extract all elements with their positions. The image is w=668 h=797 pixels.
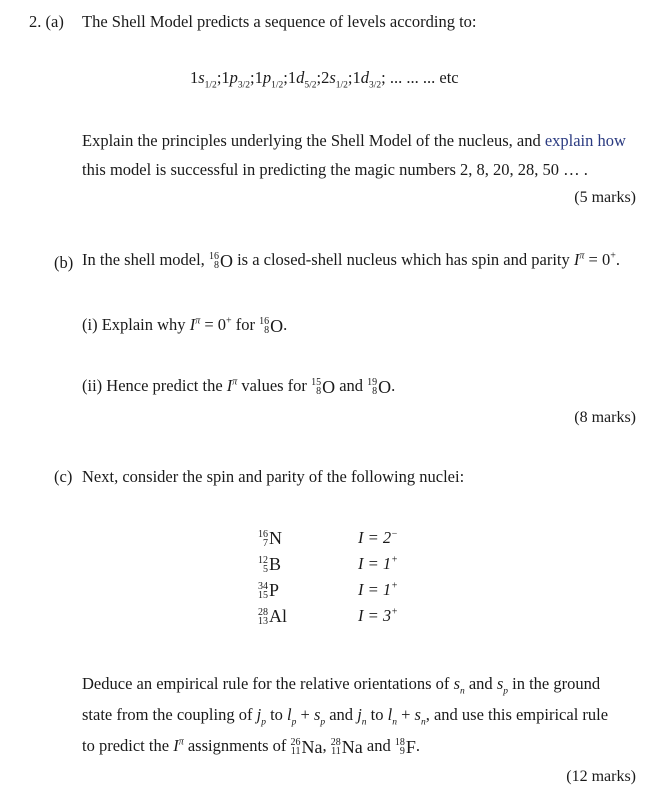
level-term: $1d_{3/2}$; xyxy=(352,68,386,91)
spin-al28: I = 3+ xyxy=(358,606,398,625)
nucleus-o19: 19 8 O xyxy=(367,377,392,398)
level-term: $1s_{1/2}$; xyxy=(190,68,222,91)
nucleus-na28: 28 11 Na xyxy=(330,737,363,758)
nucleus-p34: 34 15 P xyxy=(258,580,280,601)
nucleus-o16-i: 16 8 O xyxy=(259,316,284,337)
level-term: $1p_{1/2}$; xyxy=(254,68,288,91)
spin-b12: I = 1+ xyxy=(358,554,398,573)
nucleus-n16: 16 7 N xyxy=(258,528,282,549)
part-b-label: (b) xyxy=(54,253,74,272)
part-a-label: (a) xyxy=(45,12,64,31)
part-a-marks: (5 marks) xyxy=(574,189,636,206)
nuclei-table xyxy=(258,528,418,627)
part-c-marks: (12 marks) xyxy=(566,768,636,785)
part-b-marks: (8 marks) xyxy=(574,409,636,426)
question-number: 2. (a) xyxy=(29,12,64,31)
level-sequence xyxy=(190,68,459,95)
nucleus-f18: 18 9 F xyxy=(394,737,416,758)
part-a-explain-line2: this model is successful in predicting the magic numbers 2, 8, 20, 28, 50 … . xyxy=(82,160,588,179)
nucleus-o15: 15 8 O xyxy=(311,377,336,398)
level-term: $1d_{5/2}$; xyxy=(287,68,322,91)
nucleus-na26: 26 11 Na xyxy=(290,737,323,758)
spin-n16: I = 2− xyxy=(358,528,398,547)
part-c-deduce-line3: to predict the $I^\pi$ assignments of 26 11 Na , 28 11 Na and 18 9 F . xyxy=(82,736,420,758)
level-ellipsis: ... ... ... xyxy=(385,68,440,87)
level-etc: etc xyxy=(439,68,459,87)
part-b-ii: (ii) Hence predict the $I^\pi$ values for 15 8 O and 19 8 O . xyxy=(82,376,396,398)
part-b-text: In the shell model, 16 8 O is a closed-shell nucleus which has spin and parity $I^\pi = 0^+$. xyxy=(82,250,620,272)
spin-p34: I = 1+ xyxy=(358,580,398,599)
part-c-deduce-line2: state from the coupling of $j_p$ to $l_p + s_p$ and $j_n$ to $l_n + s_n$, and use this empirical rule xyxy=(82,705,609,728)
part-c-intro: Next, consider the spin and parity of the following nuclei: xyxy=(82,467,465,486)
level-term: $2s_{1/2}$; xyxy=(321,68,353,91)
part-b-i: (i) Explain why $I^\pi = 0^+$ for 16 8 O . xyxy=(82,315,288,337)
nucleus-b12: 12 5 B xyxy=(258,554,282,575)
part-c-deduce-line1: Deduce an empirical rule for the relative orientations of $s_n$ and $s_p$ in the ground xyxy=(82,674,601,697)
level-term: $1p_{3/2}$; xyxy=(221,68,255,91)
part-a-explain-line1: Explain the principles underlying the Shell Model of the nucleus, and explain how xyxy=(82,131,626,150)
part-c-label: (c) xyxy=(54,467,73,486)
nucleus-al28: 28 13 Al xyxy=(258,606,287,627)
explain-how-text: explain how xyxy=(544,131,626,150)
nucleus-o16: 16 8 O xyxy=(208,251,233,272)
part-a-intro: The Shell Model predicts a sequence of levels according to: xyxy=(82,12,477,31)
